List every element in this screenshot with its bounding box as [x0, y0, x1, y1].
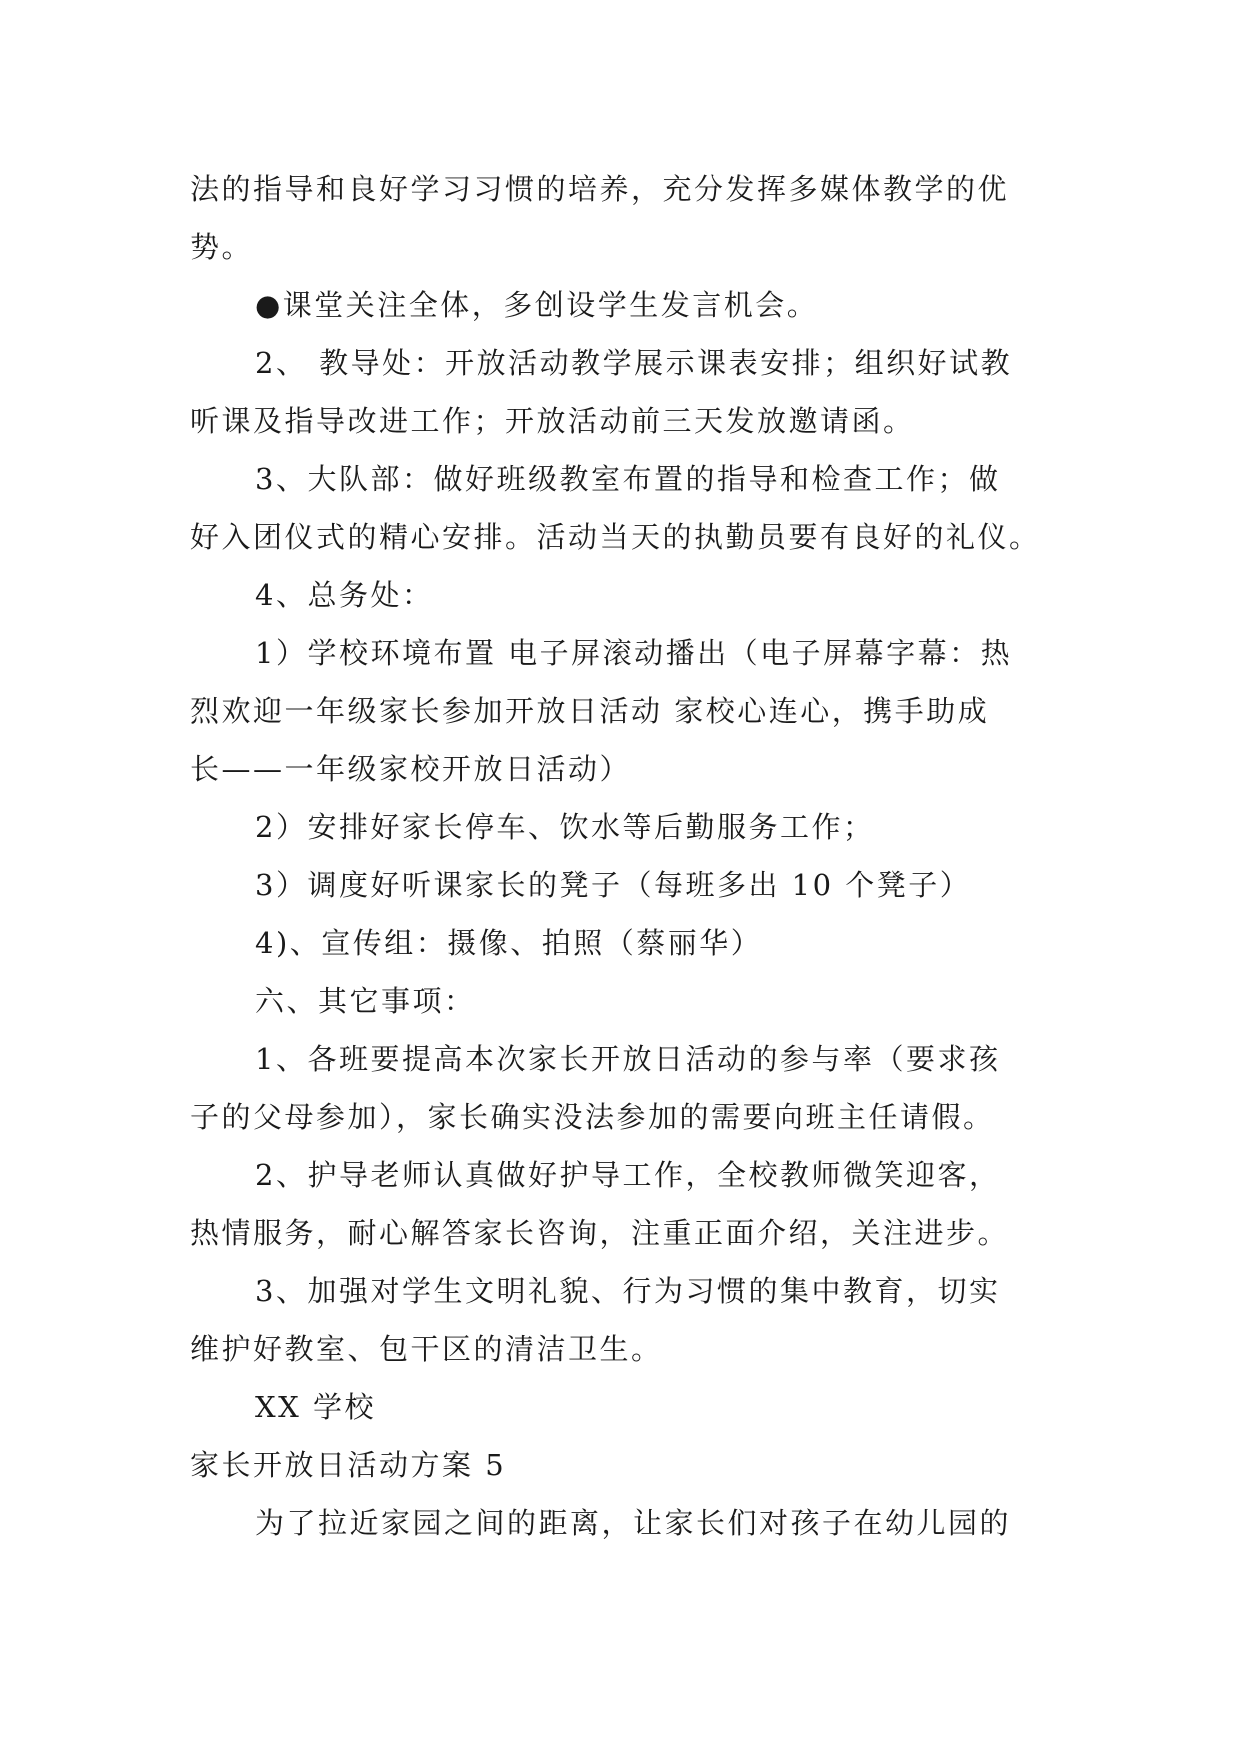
sub-item-1: 1）学校环境布置 电子屏滚动播出（电子屏幕字幕：热	[255, 636, 1013, 670]
text-line-2: 势。	[190, 230, 254, 264]
item-2-teaching-office: 2、 教导处：开放活动教学展示课表安排；组织好试教	[255, 346, 1013, 380]
bullet-item: ●课堂关注全体，多创设学生发言机会。	[255, 288, 819, 322]
text-line-24: 为了拉近家园之间的距离，让家长们对孩子在幼儿园的	[255, 1506, 1012, 1540]
text-line-7: 好入团仪式的精心安排。活动当天的执勤员要有良好的礼仪。	[190, 520, 1041, 554]
sub-item-2: 2）安排好家长停车、饮水等后勤服务工作；	[255, 810, 875, 844]
item-3-brigade: 3、大队部：做好班级教室布置的指导和检查工作；做	[255, 462, 1001, 496]
sub-item-4: 4)、宣传组：摄像、拍照（蔡丽华）	[255, 926, 763, 960]
text-line-19: 热情服务，耐心解答家长咨询，注重正面介绍，关注进步。	[190, 1216, 1010, 1250]
other-item-1: 1、各班要提高本次家长开放日活动的参与率（要求孩	[255, 1042, 1001, 1076]
other-item-2: 2、护导老师认真做好护导工作，全校教师微笑迎客，	[255, 1158, 1001, 1192]
section-heading-other: 六、其它事项：	[255, 984, 476, 1018]
text-line-10: 烈欢迎一年级家长参加开放日活动 家校心连心，携手助成	[190, 694, 990, 728]
text-line-5: 听课及指导改进工作；开放活动前三天发放邀请函。	[190, 404, 915, 438]
document-body	[190, 160, 1050, 1552]
text-line-17: 子的父母参加），家长确实没法参加的需要向班主任请假。	[190, 1100, 995, 1134]
text-line-1: 法的指导和良好学习习惯的培养，充分发挥多媒体教学的优	[190, 172, 1010, 206]
other-item-3: 3、加强对学生文明礼貌、行为习惯的集中教育，切实	[255, 1274, 1001, 1308]
text-line-21: 维护好教室、包干区的清洁卫生。	[190, 1332, 663, 1366]
plan-title: 家长开放日活动方案 5	[190, 1448, 507, 1482]
school-signature: XX 学校	[255, 1390, 377, 1424]
sub-item-3: 3）调度好听课家长的凳子（每班多出 10 个凳子）	[255, 868, 972, 902]
text-line-11: 长——一年级家校开放日活动）	[190, 752, 632, 786]
item-4-general-affairs: 4、总务处：	[255, 578, 434, 612]
